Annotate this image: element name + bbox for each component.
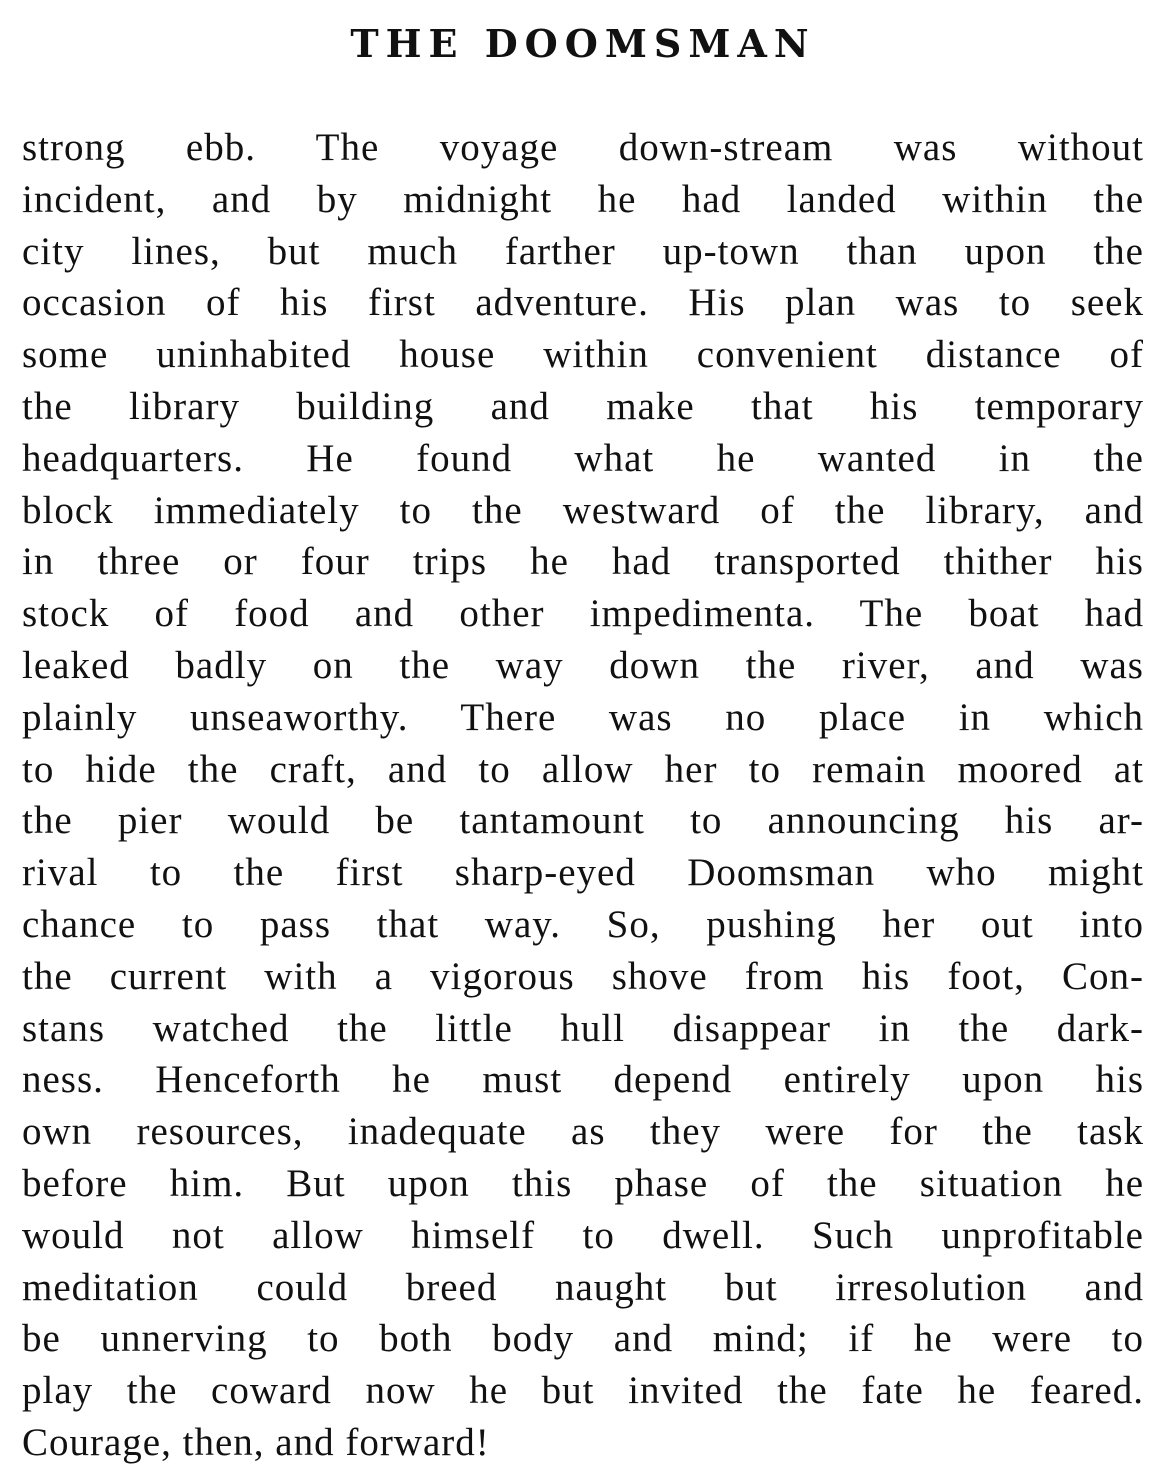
text-line: block immediately to the westward of the library, and [22, 488, 1144, 532]
text-line: plainly unseaworthy. There was no place in which [22, 695, 1144, 739]
text-line: in three or four trips he had transported thither his [22, 540, 1144, 584]
text-line: occasion of his first adventure. His plan was to seek [22, 281, 1144, 325]
text-line: ness. Henceforth he must depend entirely upon his [22, 1058, 1144, 1102]
text-line: stock of food and other impedimenta. The boat had [22, 592, 1144, 636]
text-line: rival to the first sharp-eyed Doomsman who might [22, 851, 1144, 895]
text-line: strong ebb. The voyage down-stream was without [22, 126, 1144, 169]
body-text [22, 122, 1144, 1469]
text-line-last: Courage, then, and forward! [22, 1420, 490, 1464]
text-line: leaked badly on the way down the river, and was [22, 643, 1144, 687]
text-line: play the coward now he but invited the fate he feared. [22, 1369, 1144, 1413]
text-line: the pier would be tantamount to announcing his ar- [22, 799, 1144, 843]
text-line: to hide the craft, and to allow her to remain moored at [22, 747, 1144, 791]
text-line: stans watched the little hull disappear in the dark- [22, 1006, 1144, 1050]
text-line: would not allow himself to dwell. Such unprofitable [22, 1213, 1144, 1257]
text-line: be unnerving to both body and mind; if he were to [22, 1317, 1144, 1361]
page-title: THE DOOMSMAN [350, 21, 816, 66]
text-line: the current with a vigorous shove from his foot, Con- [22, 954, 1144, 998]
book-page [22, 18, 1144, 1469]
text-line: own resources, inadequate as they were for the task [22, 1110, 1144, 1154]
text-line: city lines, but much farther up-town than upon the [22, 229, 1144, 273]
text-line: meditation could breed naught but irresolution and [22, 1265, 1144, 1309]
text-line: the library building and make that his temporary [22, 384, 1144, 428]
text-line: some uninhabited house within convenient distance of [22, 333, 1144, 377]
text-line: headquarters. He found what he wanted in the [22, 436, 1144, 480]
text-line: incident, and by midnight he had landed within the [22, 177, 1144, 221]
text-line: chance to pass that way. So, pushing her out into [22, 902, 1144, 946]
text-line: before him. But upon this phase of the situation he [22, 1161, 1144, 1205]
